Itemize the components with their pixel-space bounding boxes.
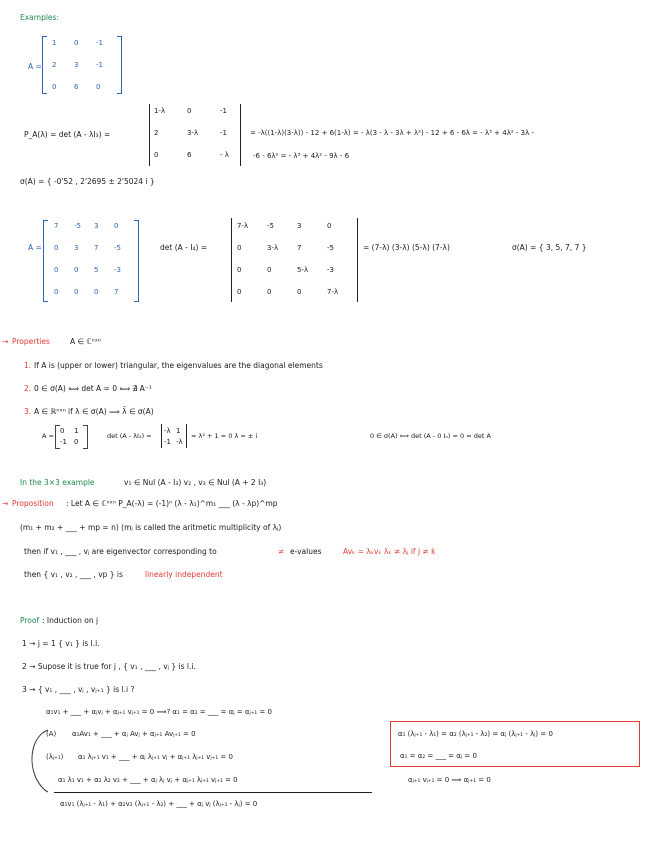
proof-eq-a: α₁Av₁ + ___ + αⱼ Avⱼ + αⱼ₊₁ Avⱼ₊₁ = 0 xyxy=(72,730,196,738)
property1-text: If A is (upper or lower) triangular, the eigenvalues are the diagonal elements xyxy=(34,361,323,370)
examples-title: Examples: xyxy=(20,13,59,22)
matrix-cell: 7 xyxy=(94,244,99,252)
det3-left-bar xyxy=(149,104,150,166)
matrix-cell: -3 xyxy=(327,266,334,274)
properties-arrow: → xyxy=(2,337,9,346)
proposition-title: Proposition xyxy=(12,499,54,508)
matrix-cell: 0 xyxy=(54,288,59,296)
matrix-cell: -3 xyxy=(114,266,121,274)
proposition-line3: then if v₁ , ___ , vⱼ are eigenvector corresponding to xyxy=(24,547,217,556)
matrix-cell: 0 xyxy=(54,266,59,274)
charpoly-expand1: = -λ((1-λ)(3-λ)) - 12 + 6(1-λ) = - λ(3 - λ - 3λ + λ²) - 12 + 6 - 6λ = - λ³ + 4λ² - 3λ - xyxy=(250,129,534,137)
prop-example-zero: 0 ∈ σ(A) ⟺ det (A - 0 Iₙ) = 0 = det A xyxy=(370,432,491,440)
matrix-cell: 0 xyxy=(94,288,99,296)
det4-left-bar xyxy=(231,218,232,302)
proof-title: Proof xyxy=(20,616,40,625)
proposition-evalues: e-values xyxy=(290,547,322,556)
spectrum-line: σ(A) = { -0'52 , 2'2695 ± 2'5024 i } xyxy=(20,177,155,186)
matrix-cell: 0 xyxy=(96,83,101,91)
prop-det-left-bar xyxy=(161,424,162,448)
matrix-cell: -1 xyxy=(60,438,67,446)
proof-eq-d: α₁v₁ (λⱼ₊₁ - λ₁) + α₂v₂ (λⱼ₊₁ - λ₂) + ___ + αⱼ vⱼ (λⱼ₊₁ - λⱼ) = 0 xyxy=(60,800,258,808)
matrix-cell: 0 xyxy=(237,288,242,296)
matrix-cell: -1 xyxy=(164,438,171,446)
matrix-b-label: A = xyxy=(28,243,42,252)
prop-det-right-bar xyxy=(186,424,187,448)
matrix-cell: - λ xyxy=(220,151,229,159)
matrix-cell: -1 xyxy=(220,129,227,137)
matrix-cell: 2 xyxy=(154,129,159,137)
prop-example-result: = λ² + 1 = 0 λ = ± i xyxy=(191,432,258,440)
matrix-cell: 0 xyxy=(74,438,79,446)
proof-eq-a-label: (A) xyxy=(46,730,57,738)
example3x3-text: v₁ ∈ Nul (A - I₃) v₂ , v₃ ∈ Nul (A + 2 I₃) xyxy=(124,478,267,487)
matrix-cell: 3-λ xyxy=(187,129,199,137)
matrix-cell: 0 xyxy=(74,288,79,296)
matrix-cell: 0 xyxy=(297,288,302,296)
matrix-cell: 7-λ xyxy=(237,222,249,230)
matrix-cell: -λ xyxy=(164,427,171,435)
matrix-cell: 0 xyxy=(52,83,57,91)
proposition-distinct-mark: ≠ xyxy=(278,547,285,556)
charpoly-expand2: -6 - 6λ² = - λ³ + 4λ² - 9λ - 6 xyxy=(253,152,350,160)
matrix-cell: -5 xyxy=(327,244,334,252)
property3-number: 3. xyxy=(24,407,32,416)
matrix-cell: 0 xyxy=(74,39,79,47)
matrix-cell: 0 xyxy=(237,244,242,252)
matrix-cell: 3 xyxy=(94,222,99,230)
matrix-cell: -λ xyxy=(176,438,183,446)
proposition-line1: : Let A ∈ ℂⁿˣⁿ P_A(-λ) = (-1)ⁿ (λ - λ₁)^m₁ ___ (λ - λp)^mp xyxy=(66,499,278,508)
matrix-cell: -1 xyxy=(96,61,103,69)
matrix-cell: 7 xyxy=(297,244,302,252)
property2-number: 2. xyxy=(24,384,32,393)
matrix-cell: -1 xyxy=(220,107,227,115)
matrix-cell: 0 xyxy=(74,266,79,274)
prop-example-right-bracket xyxy=(83,425,88,449)
property1-number: 1. xyxy=(24,361,32,370)
properties-title: Properties xyxy=(12,337,50,346)
matrix-a-left-bracket xyxy=(42,36,47,94)
matrix-cell: 0 xyxy=(267,266,272,274)
prop-example-det: det (A - λI₂) = xyxy=(107,432,152,440)
matrix-cell: 3 xyxy=(297,222,302,230)
matrix-a-right-bracket xyxy=(117,36,122,94)
proof-subtraction-line xyxy=(54,792,372,793)
matrix-cell: 3-λ xyxy=(267,244,279,252)
proposition-condition: Avₖ = λₖvₖ λₖ ≠ λⱼ if j ≠ k xyxy=(343,547,436,556)
det4-result: = (7-λ) (3-λ) (5-λ) (7-λ) xyxy=(363,243,450,252)
proof-conclusion-box xyxy=(390,721,640,767)
matrix-cell: 1 xyxy=(176,427,181,435)
charpoly-label: P_A(λ) = det (A - λI₃) = xyxy=(24,130,111,139)
matrix-cell: -1 xyxy=(96,39,103,47)
proposition-line4: then { v₁ , v₂ , ___ , vp } is xyxy=(24,570,123,579)
matrix-cell: -5 xyxy=(114,244,121,252)
proof-eq-b: α₁ λⱼ₊₁ v₁ + ___ + αⱼ λⱼ₊₁ vⱼ + αⱼ₊₁ λⱼ₊₁ vⱼ₊₁ = 0 xyxy=(78,753,233,761)
det4-right-bar xyxy=(357,218,358,302)
proof-after-box: αⱼ₊₁ vⱼ₊₁ = 0 ⟹ αⱼ₊₁ = 0 xyxy=(408,776,491,784)
matrix-cell: 0 xyxy=(54,244,59,252)
matrix-cell: 0 xyxy=(267,288,272,296)
matrix-cell: 3 xyxy=(74,244,79,252)
matrix-b-right-bracket xyxy=(134,220,139,302)
det3-right-bar xyxy=(240,104,241,166)
proof-box-line1: α₁ (λⱼ₊₁ - λ₁) = α₂ (λⱼ₊₁ - λ₂) = αⱼ (λⱼ₊₁ - λⱼ) = 0 xyxy=(398,730,553,738)
matrix-cell: 0 xyxy=(154,151,159,159)
matrix-cell: 7-λ xyxy=(327,288,339,296)
matrix-cell: 7 xyxy=(114,288,119,296)
matrix-cell: 5 xyxy=(94,266,99,274)
proof-step3: 3 → { v₁ , ___ , vⱼ , vⱼ₊₁ } is l.i ? xyxy=(22,685,135,694)
matrix-cell: 6 xyxy=(74,83,79,91)
matrix-b-left-bracket xyxy=(43,220,48,302)
proof-box-line2: α₁ = α₂ = ___ = αⱼ = 0 xyxy=(400,752,477,760)
prop-example-label: A = xyxy=(42,432,54,440)
matrix-cell: 0 xyxy=(237,266,242,274)
matrix-cell: 3 xyxy=(74,61,79,69)
property3-text: A ∈ ℝⁿˣⁿ if λ ∈ σ(A) ⟹ λ̄ ∈ σ(A) xyxy=(34,407,154,416)
proof-eq-c: α₁ λ₁ v₁ + α₂ λ₂ v₂ + ___ + αⱼ λⱼ vⱼ + αⱼ₊₁ λⱼ₊₁ vⱼ₊₁ = 0 xyxy=(58,776,238,784)
property2-text: 0 ∈ σ(A) ⟺ det A = 0 ⟺ ∄ A⁻¹ xyxy=(34,384,152,393)
matrix-cell: 0 xyxy=(187,107,192,115)
matrix-cell: 0 xyxy=(327,222,332,230)
det-label: det (A - I₄) = xyxy=(160,243,208,252)
proposition-arrow: → xyxy=(2,499,9,508)
properties-domain: A ∈ ℂⁿˣⁿ xyxy=(70,337,101,346)
proof-step1: 1 → j = 1 { v₁ } is l.i. xyxy=(22,639,100,648)
matrix-cell: 0 xyxy=(114,222,119,230)
proposition-line2: (m₁ + m₂ + ___ + mp = n) (mⱼ is called the aritmetic multiplicity of λⱼ) xyxy=(20,523,282,532)
proof-main-equation: α₁v₁ + ___ + αⱼvⱼ + αⱼ₊₁ vⱼ₊₁ = 0 ⟹? α₁ = α₂ = ___ = αⱼ = αⱼ₊₁ = 0 xyxy=(46,708,272,716)
matrix-cell: 5-λ xyxy=(297,266,309,274)
matrix-cell: 6 xyxy=(187,151,192,159)
matrix-cell: -5 xyxy=(267,222,274,230)
matrix-a-label: A = xyxy=(28,62,42,71)
example3x3-prefix: In the 3×3 example xyxy=(20,478,95,487)
matrix-cell: 2 xyxy=(52,61,57,69)
proof-eq-b-label: (λⱼ₊₁) xyxy=(46,753,64,761)
proof-step2: 2 → Supose it is true for j , { v₁ , ___ , vⱼ } is l.i. xyxy=(22,662,196,671)
spectrum4: σ(A) = { 3, 5, 7, 7 } xyxy=(512,243,587,252)
proposition-independent: linearly independent xyxy=(145,570,223,579)
matrix-cell: 1 xyxy=(74,427,79,435)
matrix-cell: -5 xyxy=(74,222,81,230)
matrix-cell: 7 xyxy=(54,222,59,230)
matrix-cell: 1-λ xyxy=(154,107,166,115)
proof-intro: : Induction on j xyxy=(42,616,99,625)
matrix-cell: 0 xyxy=(60,427,65,435)
matrix-cell: 1 xyxy=(52,39,57,47)
